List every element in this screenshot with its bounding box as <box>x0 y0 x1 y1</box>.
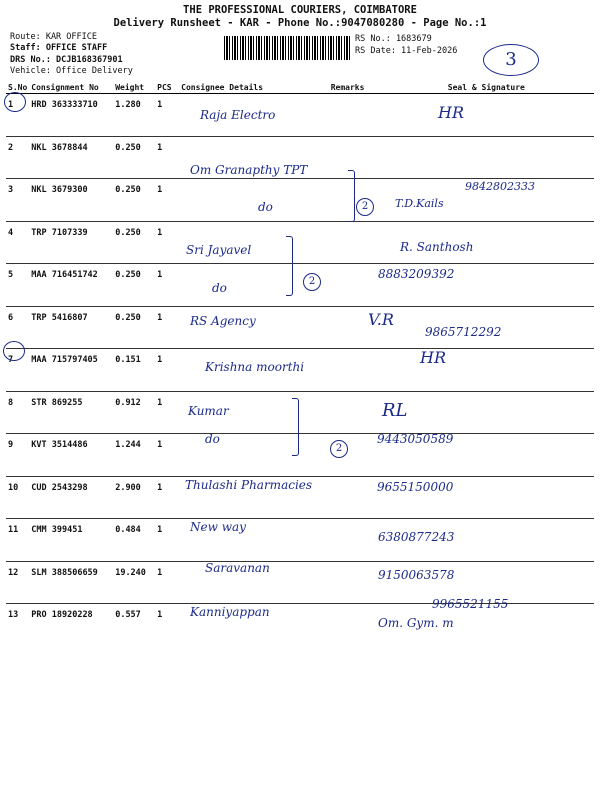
col-weight: Weight <box>113 82 155 94</box>
handwritten-phone: 9965521155 <box>432 597 509 611</box>
handwritten-phone: 8883209392 <box>378 267 455 281</box>
handwritten-phone: 9655150000 <box>377 480 454 494</box>
handwritten-consignee: RS Agency <box>190 314 256 328</box>
col-sno: S.No <box>8 83 28 92</box>
group-count-mark: 2 <box>330 440 348 458</box>
table-row: 2 NKL 3678844 0.250 1 <box>6 136 594 179</box>
rs-number: RS No.: 1683679 <box>355 34 432 44</box>
handwritten-phone: 6380877243 <box>378 530 455 544</box>
table-row: 9 KVT 3514486 1.244 1 <box>6 434 594 477</box>
circle-mark-row-7 <box>3 341 25 361</box>
group-count-mark: 2 <box>356 198 374 216</box>
handwritten-signature: R. Santhosh <box>400 240 474 254</box>
handwritten-phone: 9865712292 <box>425 325 502 339</box>
group-brace <box>286 236 293 296</box>
table-row: 10 CUD 2543298 2.900 1 <box>6 476 594 519</box>
group-count-mark: 2 <box>303 273 321 291</box>
vehicle-label: Vehicle: Office Delivery <box>10 66 133 76</box>
col-signature: Seal & Signature <box>379 82 594 94</box>
handwritten-consignee: New way <box>190 520 246 534</box>
handwritten-consignee: Kumar <box>188 404 229 418</box>
page-mark-circled: 3 <box>483 44 539 76</box>
table-row: 6 TRP 5416807 0.250 1 <box>6 306 594 349</box>
handwritten-signature: HR <box>438 103 464 122</box>
handwritten-consignee: do <box>258 200 273 214</box>
group-brace <box>292 398 299 456</box>
company-title: THE PROFESSIONAL COURIERS, COIMBATORE <box>183 4 417 16</box>
handwritten-phone: 9443050589 <box>377 432 454 446</box>
handwritten-consignee: Om Granapthy TPT <box>190 163 308 177</box>
staff-label: Staff: OFFICE STAFF <box>10 43 108 53</box>
handwritten-signature: V.R <box>368 310 394 329</box>
col-consignment: Consignment No <box>29 82 113 94</box>
handwritten-signature: Om. Gym. m <box>378 616 454 630</box>
table-row: 13 PRO 18920228 0.557 1 <box>8 610 163 620</box>
handwritten-signature: HR <box>420 348 446 367</box>
handwritten-consignee: do <box>212 281 227 295</box>
col-consignee: Consignee Details <box>179 82 329 94</box>
rs-date: RS Date: 11-Feb-2026 <box>355 46 458 56</box>
handwritten-consignee: Saravanan <box>205 561 270 575</box>
handwritten-phone: 9842802333 <box>465 180 535 193</box>
table-row: 7 MAA 715797405 0.151 1 <box>6 349 594 392</box>
group-brace <box>348 170 355 222</box>
handwritten-consignee: Raja Electro <box>200 108 276 122</box>
handwritten-signature: T.D.Kails <box>395 197 444 210</box>
handwritten-signature: RL <box>382 400 408 421</box>
handwritten-consignee: Kanniyappan <box>190 605 270 619</box>
table-row: 11 CMM 399451 0.484 1 <box>6 519 594 562</box>
table-row: 5 MAA 716451742 0.250 1 <box>6 264 594 307</box>
table-row: 4 TRP 7107339 0.250 1 <box>6 221 594 264</box>
runsheet-subtitle: Delivery Runsheet - KAR - Phone No.:9047080280 - Page No.:1 <box>113 17 487 29</box>
table-row: 12 SLM 388506659 19.240 1 <box>6 561 594 604</box>
drs-number: DRS No.: DCJB168367901 <box>10 55 123 65</box>
col-pcs: PCS <box>155 82 179 94</box>
handwritten-consignee: Sri Jayavel <box>186 243 252 257</box>
handwritten-consignee: Krishna moorthi <box>205 360 305 374</box>
table-row: 8 STR 869255 0.912 1 <box>6 391 594 434</box>
circle-mark-row-1 <box>4 92 26 112</box>
table-row: 3 NKL 3679300 0.250 1 <box>6 179 594 222</box>
handwritten-phone: 9150063578 <box>378 568 455 582</box>
handwritten-consignee: Thulashi Pharmacies <box>185 478 313 492</box>
col-remarks: Remarks <box>329 82 379 94</box>
handwritten-consignee: do <box>205 432 220 446</box>
barcode-image <box>224 36 350 60</box>
route-label: Route: KAR OFFICE <box>10 32 97 42</box>
table-row: 1 HRD 363333710 1.280 1 <box>6 94 594 137</box>
table-header-row <box>6 82 594 94</box>
